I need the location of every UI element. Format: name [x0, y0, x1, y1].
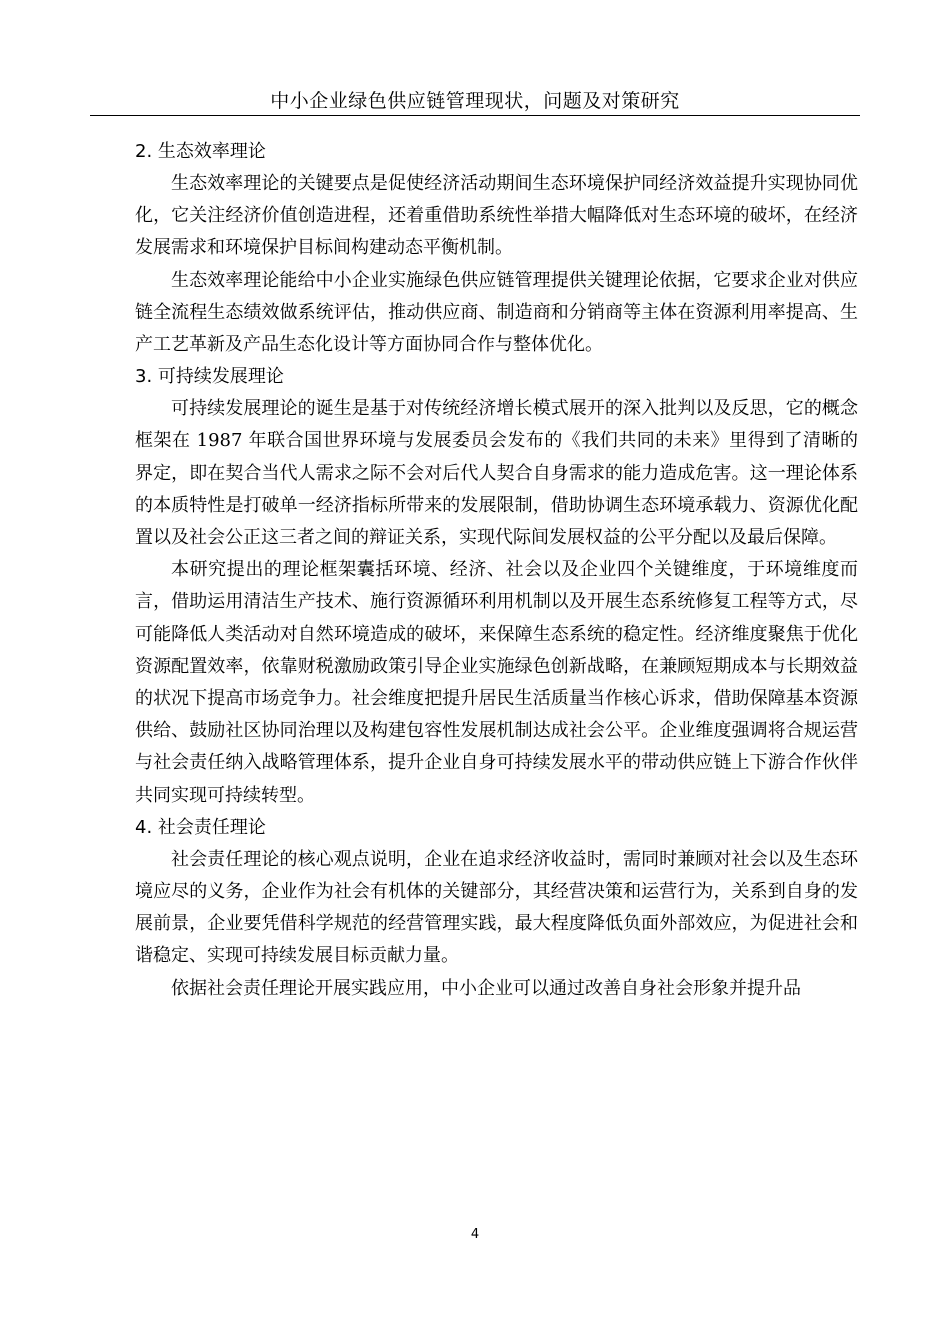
- paragraph: 可持续发展理论的诞生是基于对传统经济增长模式展开的深入批判以及反思，它的概念框架在 1987 年联合国世界环境与发展委员会发布的《我们共同的未来》里得到了清晰的界定，即在契合当代人需求之际不会对后代人契合自身需求的能力造成危害。这一理论体系的本质特性是打破单一经济指标所带来的发展限制，借助协调生态环境承载力、资源优化配置以及社会公正这三者之间的辩证关系，实现代际间发展权益的公平分配以及最后保障。: [135, 398, 858, 549]
- paragraph: 本研究提出的理论框架囊括环境、经济、社会以及企业四个关键维度，于环境维度而言，借助运用清洁生产技术、施行资源循环利用机制以及开展生态系统修复工程等方式，尽可能降低人类活动对自然环境造成的破坏，来保障生态系统的稳定性。经济维度聚焦于优化资源配置效率，依靠财税激励政策引导企业实施绿色创新战略，在兼顾短期成本与长期效益的状况下提高市场竞争力。社会维度把提升居民生活质量当作核心诉求，借助保障基本资源供给、鼓励社区协同治理以及构建包容性发展机制达成社会公平。企业维度强调将合规运营与社会责任纳入战略管理体系，提升企业自身可持续发展水平的带动供应链上下游合作伙伴共同实现可持续转型。: [135, 559, 858, 806]
- page-number: 4: [470, 1227, 480, 1242]
- paragraph: 生态效率理论的关键要点是促使经济活动期间生态环境保护同经济效益提升实现协同优化，它关注经济价值创造进程，还着重借助系统性举措大幅降低对生态环境的破坏，在经济发展需求和环境保护目标间构建动态平衡机制。: [135, 173, 858, 259]
- page-header-title: 中小企业绿色供应链管理现状，问题及对策研究: [270, 90, 680, 112]
- paragraph: 社会责任理论的核心观点说明，企业在追求经济收益时，需同时兼顾对社会以及生态环境应尽的义务，企业作为社会有机体的关键部分，其经营决策和运营行为，关系到自身的发展前景，企业要凭借科学规范的经营管理实践，最大程度降低负面外部效应，为促进社会和谐稳定、实现可持续发展目标贡献力量。: [135, 848, 858, 967]
- document-body: [135, 136, 858, 1005]
- paragraph: 生态效率理论能给中小企业实施绿色供应链管理提供关键理论依据，它要求企业对供应链全流程生态绩效做系统评估，推动供应商、制造商和分销商等主体在资源利用率提高、生产工艺革新及产品生态化设计等方面协同合作与整体优化。: [135, 269, 858, 356]
- paragraph: 依据社会责任理论开展实践应用，中小企业可以通过改善自身社会形象并提升品: [171, 977, 801, 999]
- section-heading: 3. 可持续发展理论: [135, 366, 284, 388]
- section-heading: 2. 生态效率理论: [135, 141, 266, 162]
- page-header: [90, 84, 860, 116]
- section-heading: 4. 社会责任理论: [135, 816, 266, 838]
